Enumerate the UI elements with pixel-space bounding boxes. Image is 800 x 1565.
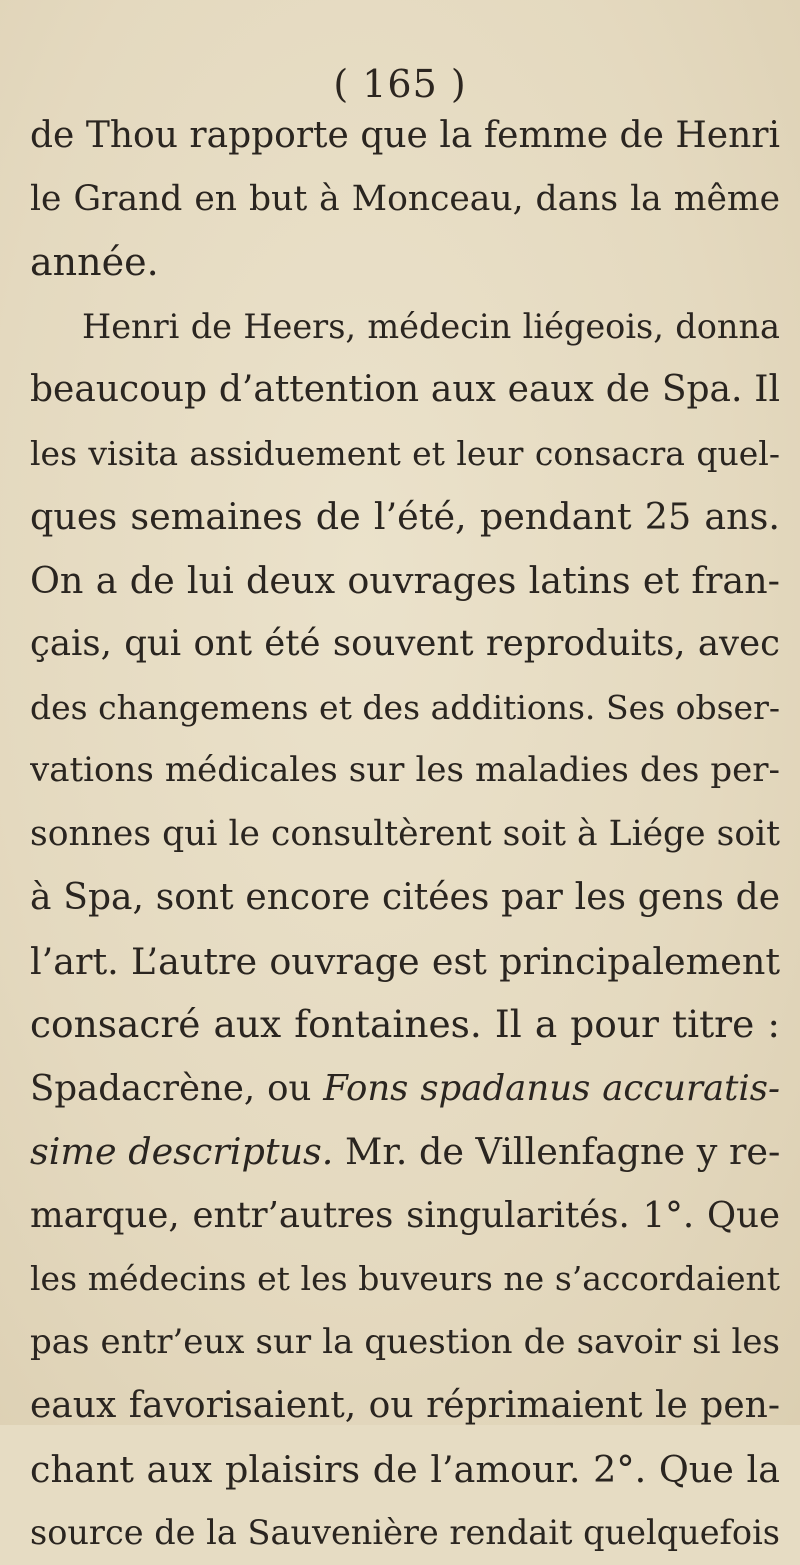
- text-line-6: les visita assiduement et leur consacra quel-: [30, 433, 780, 473]
- text-line-9: çais, qui ont été souvent reproduits, avec: [30, 623, 780, 664]
- text-line-2: le Grand en but à Monceau, dans la même: [30, 178, 780, 219]
- text-line-22: chant aux plaisirs de l’amour. 2°. Que la: [30, 1447, 780, 1491]
- text-line-13: à Spa, sont encore citées par les gens de: [30, 877, 780, 918]
- text-line-23: source de la Sauvenière rendait quelquefois: [30, 1513, 780, 1552]
- text-line-21: eaux favorisaient, ou réprimaient le pen-: [30, 1385, 780, 1426]
- text-line-14: l’art. L’autre ouvrage est principalement: [30, 939, 780, 983]
- text-line-1: de Thou rapporte que la femme de Henri: [30, 115, 780, 156]
- text-line-10: des changemens et des additions. Ses obser-: [30, 687, 780, 727]
- text-line-15: consacré aux fontaines. Il a pour titre :: [30, 1002, 780, 1046]
- text-line-16-roman: Spadacrène, ou: [30, 1067, 324, 1109]
- text-line-17-roman: Mr. de Villenfagne y re-: [333, 1130, 780, 1173]
- text-line-11: vations médicales sur les maladies des per-: [30, 750, 780, 790]
- text-line-7: ques semaines de l’été, pendant 25 ans.: [30, 495, 780, 538]
- text-line-3: année.: [30, 240, 159, 284]
- text-line-17: [30, 1120, 780, 1184]
- text-line-19: les médecins et les buveurs ne s’accordaient: [30, 1259, 780, 1298]
- body-text: [30, 104, 780, 1565]
- text-line-8: On a de lui deux ouvrages latins et fran-: [30, 558, 780, 602]
- text-line-20: pas entr’eux sur la question de savoir si les: [30, 1321, 780, 1362]
- text-line-17-italic: sime descriptus.: [30, 1130, 334, 1173]
- text-line-16-italic: Fons spadanus accuratis-: [323, 1067, 780, 1109]
- text-line-5: beaucoup d’attention aux eaux de Spa. Il: [30, 369, 780, 410]
- text-line-12: sonnes qui le consultèrent soit à Liége soit: [30, 813, 780, 854]
- page-number: ( 165 ): [333, 62, 467, 106]
- text-line-16: [30, 1057, 780, 1121]
- text-line-18: marque, entr’autres singularités. 1°. Que: [30, 1194, 780, 1236]
- text-line-4: Henri de Heers, médecin liégeois, donna: [82, 306, 780, 346]
